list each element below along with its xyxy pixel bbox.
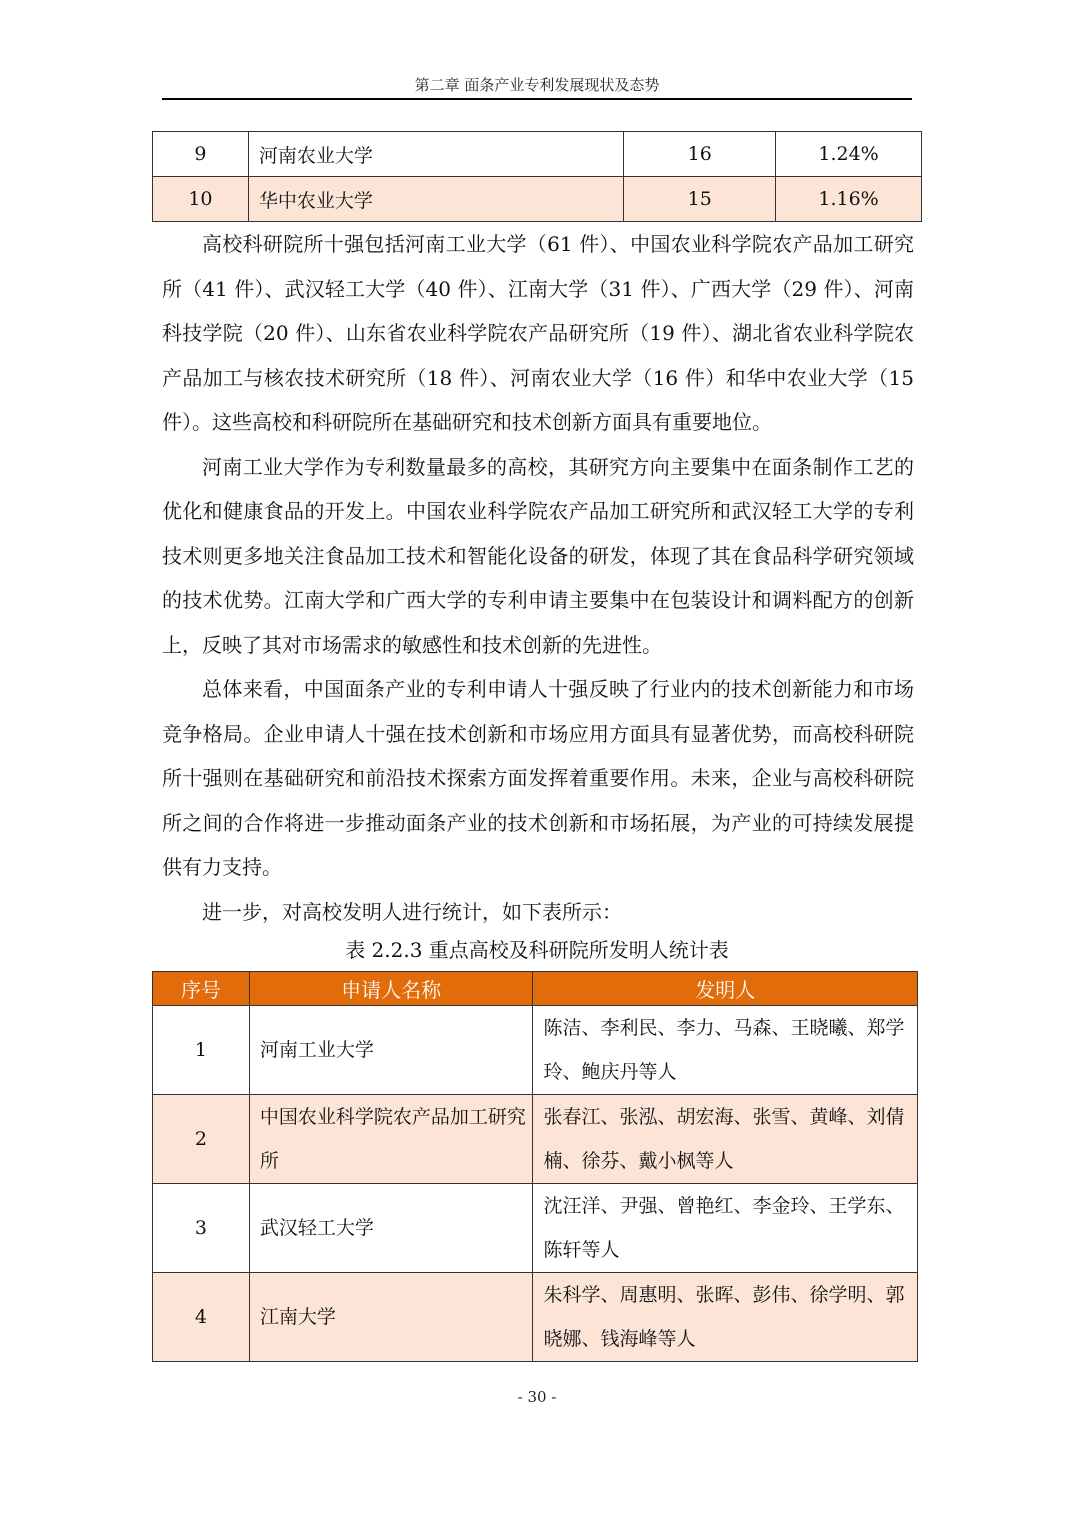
table-row xyxy=(153,177,922,222)
inventors-cell: 沈汪洋、尹强、曾艳红、李金玲、王学东、陈轩等人 xyxy=(533,1184,918,1273)
table-row xyxy=(153,132,922,177)
paragraph: 河南工业大学作为专利数量最多的高校，其研究方向主要集中在面条制作工艺的优化和健康食品的开发上。中国农业科学院农产品加工研究所和武汉轻工大学的专利技术则更多地关注食品加工技术和智能化设备的研发，体现了其在食品科学研究领域的技术优势。江南大学和广西大学的专利申请主要集中在包装设计和调料配方的创新上，反映了其对市场需求的敏感性和技术创新的先进性。 xyxy=(162,454,914,657)
applicant-cell: 江南大学 xyxy=(249,1273,533,1362)
inventor-table xyxy=(152,971,918,1362)
table-row xyxy=(153,1273,918,1362)
header-applicant: 申请人名称 xyxy=(249,972,533,1006)
table-header-row xyxy=(153,972,918,1006)
seq-cell: 1 xyxy=(153,1006,250,1095)
header-rule xyxy=(162,98,912,100)
percent-cell: 1.24% xyxy=(776,132,922,177)
header-inventors: 发明人 xyxy=(533,972,918,1006)
inventors-cell: 朱科学、周惠明、张晖、彭伟、徐学明、郭晓娜、钱海峰等人 xyxy=(533,1273,918,1362)
body-text xyxy=(162,222,914,934)
count-cell: 15 xyxy=(624,177,776,222)
page-number: - 30 - xyxy=(517,1388,557,1406)
applicant-cell: 华中农业大学 xyxy=(248,177,623,222)
page-header: 第二章 面条产业专利发展现状及态势 xyxy=(414,76,660,94)
rank-cell: 10 xyxy=(153,177,249,222)
table-row xyxy=(153,1184,918,1273)
inventors-cell: 张春江、张泓、胡宏海、张雪、黄峰、刘倩楠、徐芬、戴小枫等人 xyxy=(533,1095,918,1184)
applicant-cell: 河南工业大学 xyxy=(249,1006,533,1095)
seq-cell: 2 xyxy=(153,1095,250,1184)
applicant-cell: 武汉轻工大学 xyxy=(249,1184,533,1273)
seq-cell: 3 xyxy=(153,1184,250,1273)
header-seq: 序号 xyxy=(153,972,250,1006)
applicant-cell: 中国农业科学院农产品加工研究所 xyxy=(249,1095,533,1184)
table-row xyxy=(153,1006,918,1095)
table-caption: 表 2.2.3 重点高校及科研院所发明人统计表 xyxy=(345,938,729,962)
applicant-cell: 河南农业大学 xyxy=(248,132,623,177)
table-row xyxy=(153,1095,918,1184)
percent-cell: 1.16% xyxy=(776,177,922,222)
top-ten-table-continued xyxy=(152,131,922,222)
inventors-cell: 陈洁、李利民、李力、马森、王晓曦、郑学玲、鲍庆丹等人 xyxy=(533,1006,918,1095)
paragraph: 高校科研院所十强包括河南工业大学（61 件）、中国农业科学院农产品加工研究所（41 件）、武汉轻工大学（40 件）、江南大学（31 件）、广西大学（29 件）、河南科技学院（20 件）、山东省农业科学院农产品研究所（19 件）、湖北省农业科学院农产品加工与核农技术研究所（18 件）、河南农业大学（16 件）和华中农业大学（15 件）。这些高校和科研院所在基础研究和技术创新方面具有重要地位。 xyxy=(162,232,914,434)
count-cell: 16 xyxy=(624,132,776,177)
rank-cell: 9 xyxy=(153,132,249,177)
paragraph: 进一步，对高校发明人进行统计，如下表所示： xyxy=(202,899,622,924)
seq-cell: 4 xyxy=(153,1273,250,1362)
paragraph: 总体来看，中国面条产业的专利申请人十强反映了行业内的技术创新能力和市场竞争格局。企业申请人十强在技术创新和市场应用方面具有显著优势，而高校科研院所十强则在基础研究和前沿技术探索方面发挥着重要作用。未来，企业与高校科研院所之间的合作将进一步推动面条产业的技术创新和市场拓展，为产业的可持续发展提供有力支持。 xyxy=(162,677,914,879)
